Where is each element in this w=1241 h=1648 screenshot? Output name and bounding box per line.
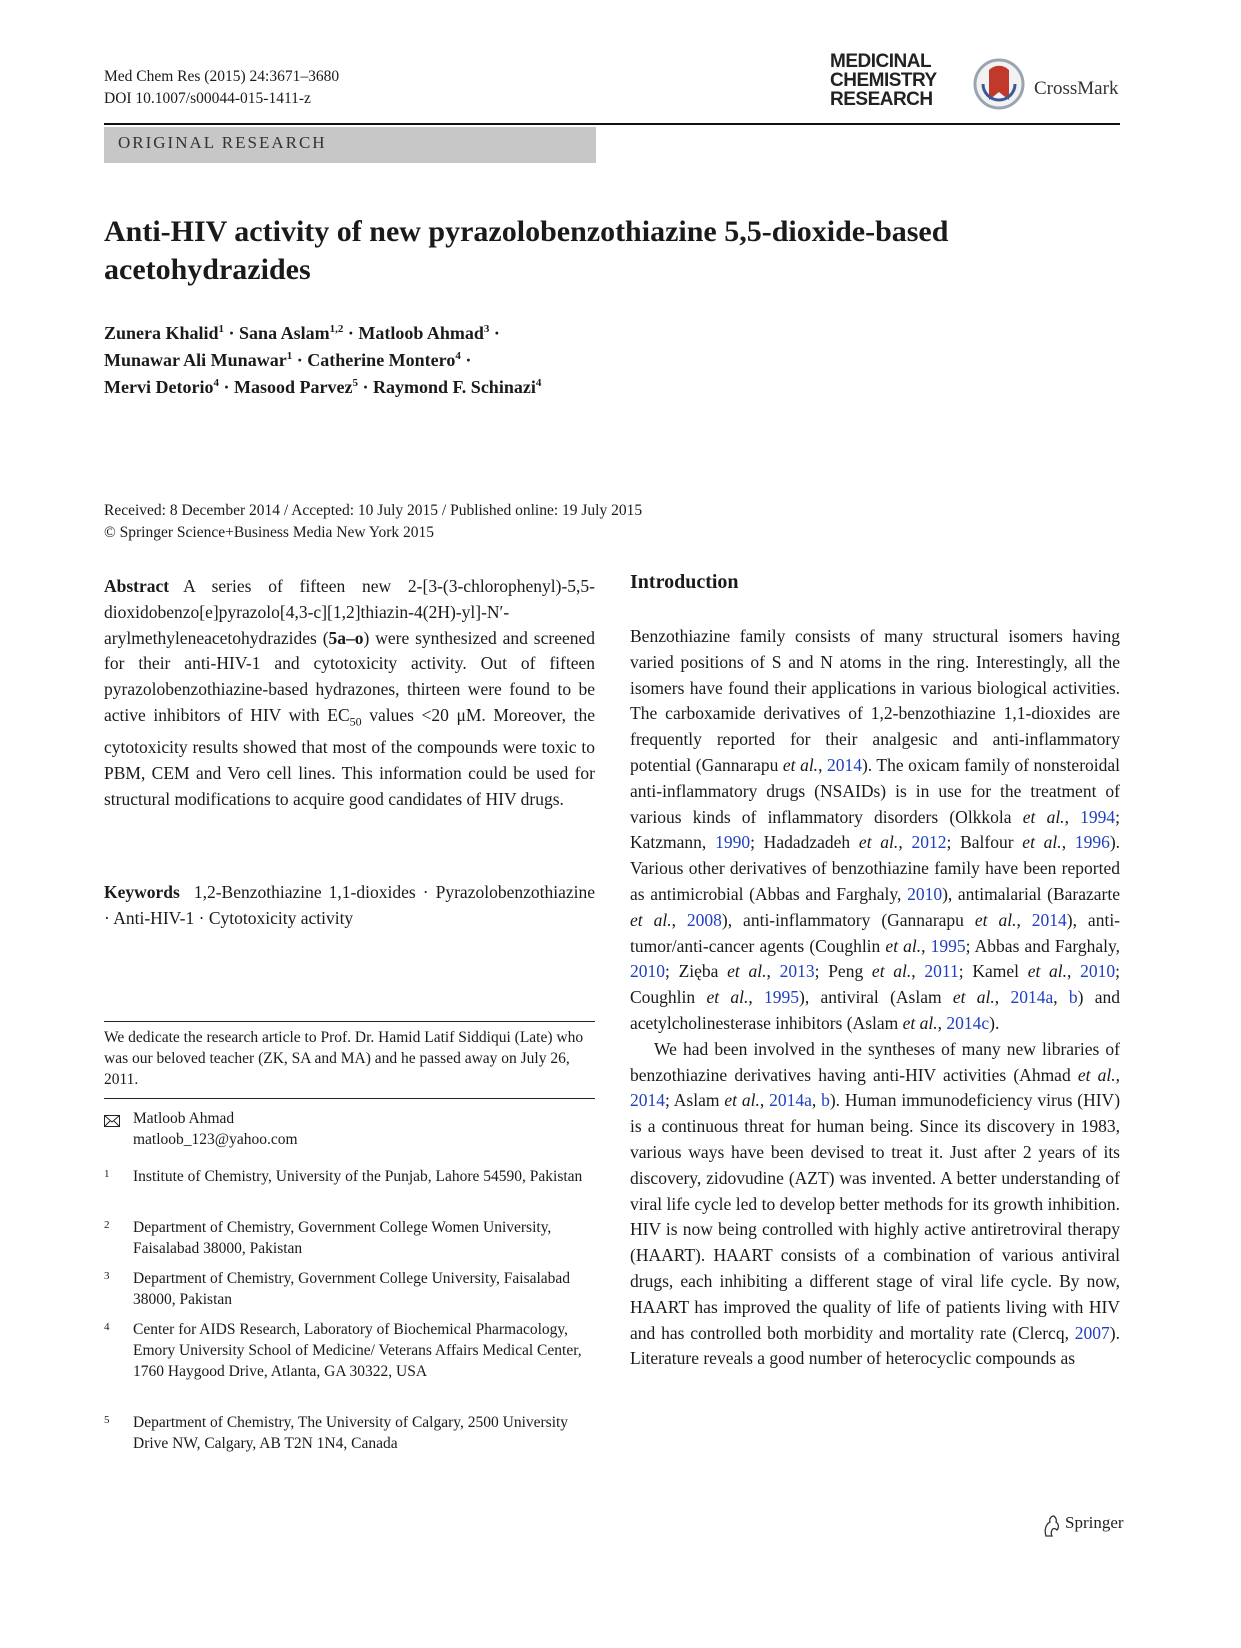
text-run: ; Balfour [946,832,1023,853]
affiliation: 2 Department of Chemistry, Government College Women University, Faisalabad 38000, Pakistan [104,1219,552,1257]
citation-link[interactable]: 2011 [924,961,959,982]
crossmark-icon[interactable] [973,58,1025,110]
text-run: , [1064,806,1081,827]
article-title [104,213,1114,289]
compound-label: 5a–o [328,627,364,648]
history-dates: Received: 8 December 2014 / Accepted: 10 July 2015 / Published online: 19 July 2015 [104,502,643,519]
italic-text: et al. [630,909,672,930]
affiliation: 3 Department of Chemistry, Government College University, Faisalabad 38000, Pakistan [104,1270,571,1308]
italic-text: et al. [974,909,1017,930]
text-run: , [921,935,931,956]
italic-text: et al. [706,987,749,1008]
citation-link[interactable]: 2014a [1010,987,1054,1008]
citation-link[interactable]: 2008 [686,909,722,930]
text-run: ). [989,1012,1000,1033]
keywords [104,880,595,932]
author: Masood Parvez$^5$ [233,377,358,397]
text-run: ; Abbas and Farghaly, [965,935,1121,956]
italic-text: et al. [1022,806,1065,827]
text-run: We had been involved in the syntheses of many new libraries of benzothiazine derivatives having anti-HIV activities (Ahmad [630,1038,1120,1085]
italic-text: et al. [902,1012,938,1033]
italic-text: et al. [885,935,922,956]
text-run: , [994,987,1011,1008]
text-run: ), anti-tumor/anti-cancer agents (Coughlin [630,909,1121,956]
header-rule [104,123,1120,125]
italic-text: et al. [1022,832,1062,853]
publisher-name: Springer [1065,1513,1124,1532]
citation-link[interactable]: 1990 [715,832,751,853]
italic-text: et al. [727,961,767,982]
text-run: ; Katzmann, [630,806,1120,853]
author: Matloob Ahmad$^3$ [358,323,490,343]
author: Raymond F. Schinazi$^4$ [372,377,542,397]
italic-text: et al. [1077,1064,1116,1085]
text-run: ). Various other derivatives of benzothiazine family have been reported as antimicrobial (Abbas and Farghaly, [630,832,1121,904]
citation-link[interactable]: 2014 [630,1090,665,1111]
journal-reference [104,66,339,110]
citation-link[interactable]: 1994 [1080,806,1116,827]
envelope-icon [104,1115,120,1127]
journal-logo [830,52,1120,122]
text-run: Benzothiazine family consists of many structural isomers having varied positions of S and N atoms in the ring. Interestingly, all the isomers have found their applications in various biological activities. The carboxamide derivatives of 1,2-benzothiazine 1,1-dioxides are frequently reported for their analgesic and anti-inflammatory potential (Gannarapu [630,626,1120,775]
italic-text: et al. [724,1090,760,1111]
crossmark-label[interactable]: CrossMark [1034,78,1119,99]
keywords-text: 1,2-Benzothiazine 1,1-dioxides · Pyrazolobenzothiazine · Anti-HIV-1 · Cytotoxicity activity [104,882,595,928]
journal-citation: Med Chem Res (2015) 24:3671–3680 [104,68,340,85]
abstract-label: Abstract [104,576,170,596]
text-run: ; Zięba [665,961,728,982]
text-run: ; Peng [814,961,872,982]
text-run: ; Hadadzadeh [750,832,859,853]
section-label: ORIGINAL RESEARCH [118,133,327,152]
citation-link[interactable]: 2010 [630,961,665,982]
text-run: , [818,754,827,775]
text-run: , [759,1090,770,1111]
citation-link[interactable]: 2012 [911,832,947,853]
text-run: , [1067,961,1081,982]
text-run: , [766,961,780,982]
citation-link[interactable]: 2014a [769,1090,812,1111]
text-run: , [811,1090,822,1111]
abstract: Abstract A series of fifteen new 2-[3-(3-chlorophenyl)-5,5-dioxidobenzo[e]pyrazolo[4,3-c][1,2]thiazin-4(2H)-yl]-N′-arylmethyleneacetohydrazides (5a–o) were synthesized and screened for their anti-HIV-1 and cytotoxicity activity. Out of fifteen pyrazolobenzothiazine-based hydrazones, thirteen were found to be active inhibitors of HIV with $EC_{50}$ values <20 μM. Moreover, the cytotoxicity results showed that most of the compounds were toxic to PBM, CEM and Vero cell lines. This information could be used for structural modifications to acquire good candidates of HIV drugs. [104,576,596,809]
journal-logo-text: MEDICINAL CHEMISTRY RESEARCH [830,51,937,110]
author: Munawar Ali Munawar$^1$ [104,350,293,370]
citation-link[interactable]: 2010 [1080,961,1116,982]
author: Catherine Montero$^4$ [307,350,461,370]
citation-link[interactable]: 1996 [1074,832,1110,853]
citation-link[interactable]: 1995 [764,987,799,1008]
text-run: , [1016,909,1032,930]
text-run: ; Aslam [665,1090,725,1111]
citation-link[interactable]: 2007 [1074,1322,1110,1343]
text-run: , [911,961,925,982]
text-run: , [898,832,912,853]
springer-horse-icon [1040,1514,1062,1538]
citation-link[interactable]: 1995 [930,935,966,956]
text-run: ) and acetylcholinesterase inhibitors (Aslam [630,987,1120,1033]
paragraph [630,624,1120,1037]
citation-link[interactable]: 2010 [907,883,943,904]
dedication-note: We dedicate the research article to Prof. Dr. Hamid Latif Siddiqui (Late) who was our beloved teacher (ZK, SA and MA) and he passed away on July 26, 2011. [104,1029,584,1088]
text-run: , [937,1012,947,1033]
paragraph [630,1037,1120,1372]
doi-text: DOI 10.1007/s00044-015-1411-z [104,90,311,107]
text-run: , [1115,1064,1121,1085]
corresponding-email[interactable]: matloob_123@yahoo.com [133,1131,298,1148]
italic-text: et al. [871,961,912,982]
footnote-divider [104,1021,595,1022]
publication-dates [104,500,642,544]
text-run: ), anti-inflammatory (Gannarapu [721,909,975,930]
citation-link[interactable]: b [821,1090,830,1111]
citation-link[interactable]: 2014c [946,1012,990,1033]
text-run: , [671,909,687,930]
text-run: , [1053,987,1069,1008]
footnote-divider [104,1098,595,1099]
text-run: , [1061,832,1075,853]
citation-link[interactable]: 2014 [1031,909,1067,930]
citation-link[interactable]: 2013 [779,961,815,982]
article-title-line-2: acetohydrazides [104,253,311,286]
italic-text: et al. [1027,961,1068,982]
citation-link[interactable]: 2014 [826,754,862,775]
italic-text: et al. [858,832,899,853]
text-run: ), antimalarial (Barazarte [942,883,1120,904]
article-title-line-1: Anti-HIV activity of new pyrazolobenzothiazine 5,5-dioxide-based [104,215,949,248]
copyright: © Springer Science+Business Media New York 2015 [104,524,435,541]
affiliation: 5 Department of Chemistry, The University of Calgary, 2500 University Drive NW, Calgary, AB T2N 1N4, Canada [104,1414,569,1452]
citation-link[interactable]: b [1068,987,1078,1008]
introduction-body [630,624,1120,1372]
text-run: ). The oxicam family of nonsteroidal anti-inflammatory drugs (NSAIDs) is in use for the treatment of various kinds of inflammatory disorders (Olkkola [630,754,1121,827]
keywords-label: Keywords [104,882,180,902]
corresponding-name: Matloob Ahmad [133,1110,235,1127]
affiliation: 1 Institute of Chemistry, University of the Punjab, Lahore 54590, Pakistan [104,1168,583,1185]
text-run: ). Literature reveals a good number of heterocyclic compounds as [630,1322,1120,1369]
author: Zunera Khalid$^1$ [104,323,225,343]
author: Sana Aslam$^{1,2}$ [239,323,344,343]
text-run: ), antiviral (Aslam [799,987,953,1008]
text-run: ; Kamel [958,961,1028,982]
text-run: ; Coughlin [630,961,1121,1008]
italic-text: et al. [952,987,995,1008]
affiliation: 4 Center for AIDS Research, Laboratory of Biochemical Pharmacology, Emory University School of Medicine/ Veterans Affairs Medical Center, 1760 Haygood Drive, Atlanta, GA 30322, USA [104,1321,582,1380]
text-run: , [748,987,764,1008]
author-list: Zunera Khalid$^1$ · Sana Aslam$^{1,2}$ · Matloob Ahmad$^3$ · Munawar Ali Munawar$^1$ · Catherine Montero$^4$ · Mervi Detorio$^4$ · Masood Parvez$^5$ · Raymond F. Schinazi$^4$ [104,323,542,397]
author: Mervi Detorio$^4$ [104,377,219,397]
corresponding-author [133,1108,298,1150]
section-heading: Introduction [630,571,739,593]
italic-text: et al. [782,754,819,775]
text-run: ). Human immunodeficiency virus (HIV) is a continuous threat for human being. Since its discovery in 1983, various ways have been devised to treat it. Just after 2 years of its discovery, zidovudine (AZT) was invented. A better understanding of viral life cycle led to develop better methods for its growth inhibition. HIV is now being controlled with highly active antiretroviral therapy (HAART). HAART consists of a combination of various antiviral drugs, each inhibiting a different stage of viral life cycle. By now, HAART has improved the quality of life of patients living with HIV and has controlled both morbidity and mortality rate (Clercq, [630,1090,1121,1343]
